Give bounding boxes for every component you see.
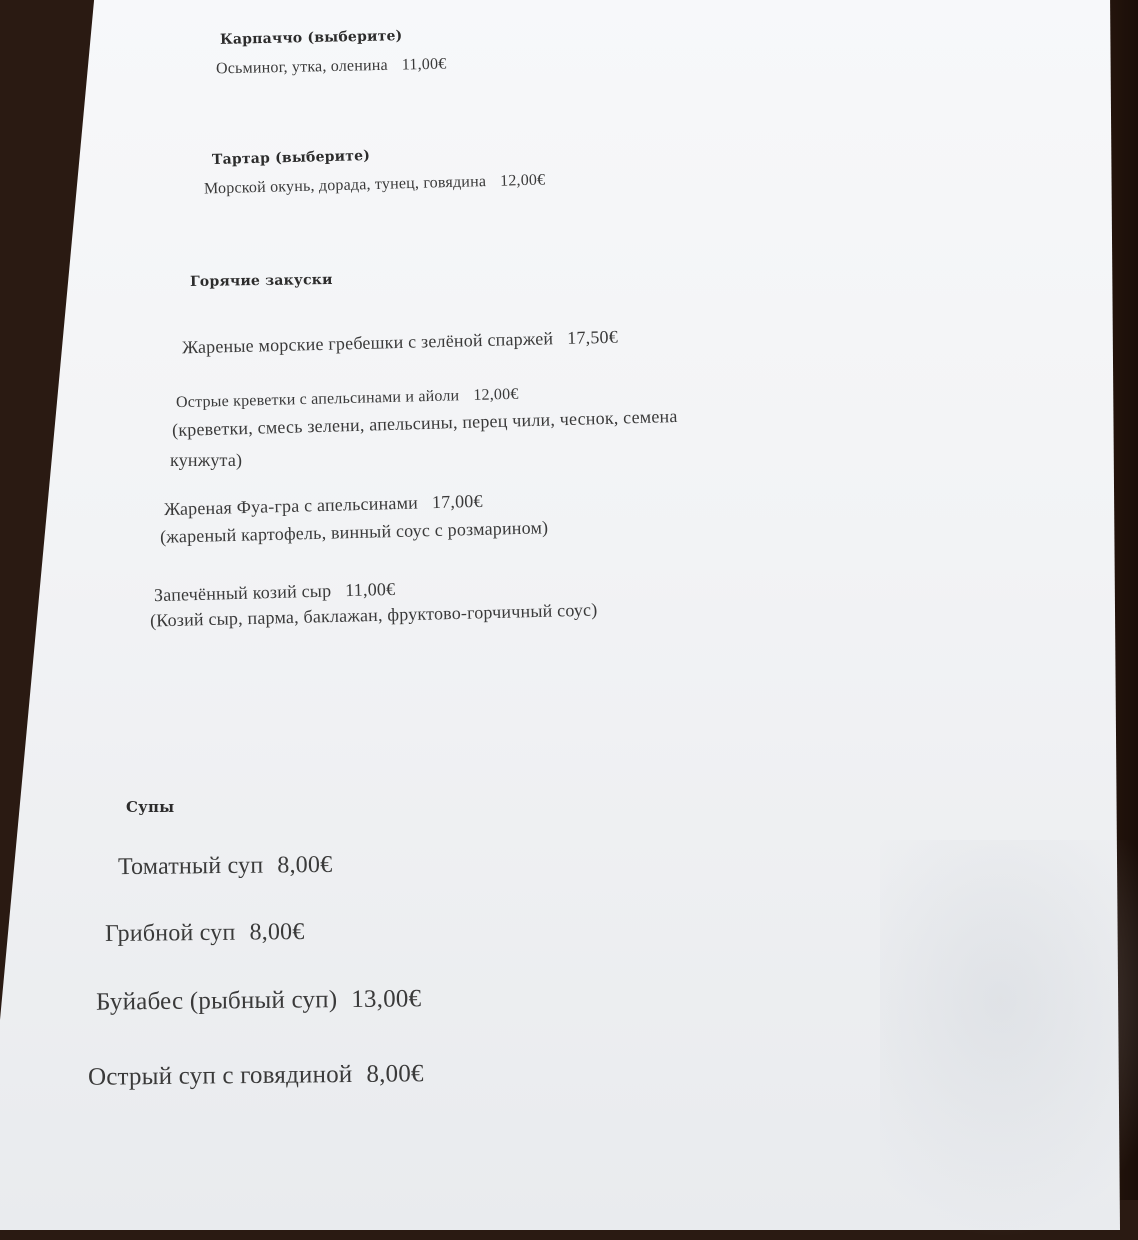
item-price: 11,00€	[344, 578, 396, 601]
page-shadow	[880, 840, 1138, 1240]
item-name: Острый суп с говядиной	[87, 1060, 353, 1091]
item-name: Запечённый козий сыр	[153, 580, 332, 606]
menu-item-goat-cheese-desc: (Козий сыр, парма, баклажан, фруктово-горчичный соус)	[149, 599, 598, 631]
item-price: 12,00€	[499, 171, 546, 190]
item-name: Осьминог, утка, оленина	[215, 56, 389, 78]
section-title-hot-appetizers: Горячие закуски	[189, 272, 333, 290]
menu-item-shrimp-desc-cont: кунжута)	[170, 450, 243, 470]
item-price: 17,50€	[567, 326, 619, 348]
section-title-tartar: Тартар (выберите)	[211, 147, 371, 169]
item-price: 8,00€	[249, 918, 305, 946]
menu-item-bouillabaisse	[96, 985, 422, 1016]
section-title-carpaccio: Карпаччо (выберите)	[219, 28, 403, 48]
item-price: 17,00€	[431, 490, 483, 513]
item-name: Жареная Фуа-гра с апельсинами	[163, 492, 419, 520]
menu-item-tomato-soup	[118, 852, 333, 881]
menu-item-foie-gras-desc: (жареный картофель, винный соус с розмарином)	[159, 517, 549, 547]
item-name: Грибной суп	[104, 919, 236, 948]
item-price: 12,00€	[473, 385, 519, 404]
item-price: 13,00€	[351, 985, 422, 1014]
item-price: 11,00€	[401, 55, 447, 74]
item-name: Буйабес (рыбный суп)	[95, 986, 338, 1016]
item-name: Жареные морские гребешки с зелёной спаржей	[181, 328, 554, 358]
section-title-soups: Супы	[126, 798, 175, 816]
item-price: 8,00€	[366, 1060, 424, 1088]
item-name: Томатный суп	[117, 852, 264, 881]
menu-item-mushroom-soup	[105, 919, 305, 948]
item-price: 8,00€	[277, 851, 333, 879]
item-name: Острые креветки с апельсинами и айоли	[175, 387, 460, 412]
menu-item-shrimp-desc: (креветки, смесь зелени, апельсины, перец чили, чеснок, семена	[171, 405, 678, 441]
menu-item-spicy-beef-soup	[88, 1060, 424, 1092]
item-name: Морской окунь, дорада, тунец, говядина	[203, 173, 487, 198]
